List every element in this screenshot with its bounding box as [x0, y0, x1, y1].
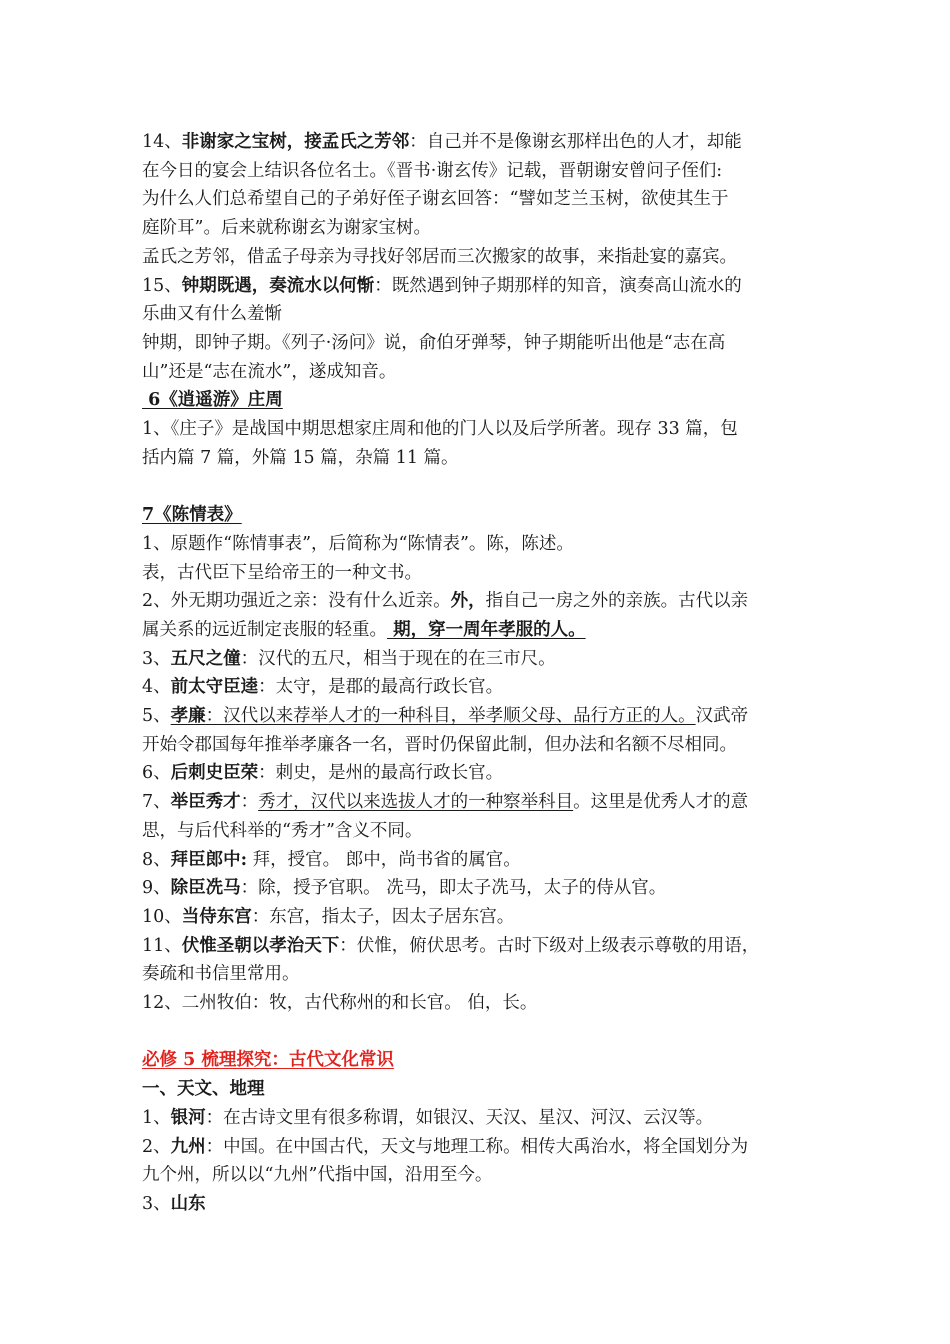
item-number: 2、	[142, 1136, 171, 1157]
item-text: 汉武帝	[695, 706, 749, 727]
section-heading-culture	[142, 1046, 810, 1075]
chenqing-item-11-line-1	[142, 932, 810, 961]
item-text: ：自己并不是像谢玄那样出色的人才，却能	[409, 132, 742, 152]
item-term: 山东	[170, 1193, 206, 1214]
item-number: 10、	[142, 906, 182, 927]
item-number: 7、	[142, 792, 171, 813]
culture-item-3	[142, 1190, 810, 1219]
item-text: ：伏惟，俯伏思考。古时下级对上级表示尊敬的用语，	[339, 935, 760, 956]
item-14-line-1	[142, 128, 810, 157]
item-14-line-2: 在今日的宴会上结识各位名士。《晋书·谢玄传》记载，晋朝谢安曾问子侄们:	[142, 160, 723, 181]
chenqing-item-9	[142, 874, 810, 903]
item-term: 钟期既遇，奏流水以何惭	[181, 275, 375, 296]
item-number: 8、	[142, 849, 171, 870]
item-term: 举臣秀才	[170, 792, 241, 813]
item-15-line-2: 乐曲又有什么羞惭	[142, 304, 282, 325]
item-15-line-1	[142, 272, 810, 301]
item-text: ：太守，是郡的最高行政长官。	[258, 677, 504, 698]
item-term: 拜臣郎中:	[170, 849, 248, 870]
item-text: 指自己一房之外的亲族。古代以亲	[485, 591, 749, 612]
document-page	[142, 128, 810, 1219]
item-number: 3、	[142, 648, 171, 669]
item-emphasis: 秀才，汉代以来选拔人才的一种察举科目	[258, 792, 574, 813]
zhuangzi-line-1: 1、《庄子》是战国中期思想家庄周和他的门人以及后学所著。现存 33 篇，包	[142, 419, 738, 440]
item-emphasis: ：汉代以来荐举人才的一种科目，举孝顺父母、品行方正的人。	[205, 706, 696, 727]
item-text: 2、外无期功强近之亲：没有什么近亲。	[142, 591, 451, 612]
chenqing-item-5-line-2: 开始令郡国每年推举孝廉各一名，晋时仍保留此制，但办法和名额不尽相同。	[142, 734, 737, 755]
item-text: 属关系的远近制定丧服的轻重。	[142, 619, 387, 640]
item-15-line-4: 山”还是“志在流水”，遂成知音。	[142, 361, 397, 382]
chenqing-item-1-line-1: 1、原题作“陈情事表”，后简称为“陈情表”。陈，陈述。	[142, 533, 574, 554]
item-14-line-4: 庭阶耳”。后来就称谢玄为谢家宝树。	[142, 218, 431, 239]
item-text: ：东宫，指太子，因太子居东宫。	[251, 906, 515, 927]
chenqing-item-3	[142, 645, 810, 674]
item-text: ：	[240, 792, 259, 813]
zhuangzi-line-2: 括内篇 7 篇，外篇 15 篇，杂篇 11 篇。	[142, 447, 459, 468]
item-text: ：在古诗文里有很多称谓，如银汉、天汉、星汉、河汉、云汉等。	[205, 1107, 714, 1128]
item-number: 1、	[142, 1107, 171, 1128]
item-term: 孝廉	[170, 706, 206, 727]
item-term: 除臣冼马	[170, 878, 241, 899]
item-text: ：汉代的五尺，相当于现在的在三市尺。	[240, 648, 556, 669]
item-number: 9、	[142, 878, 171, 899]
section-heading-text: 6《逍遥游》庄周	[142, 390, 283, 411]
section-heading-text: 7《陈情表》	[142, 505, 242, 526]
item-term: 后刺史臣荣	[170, 763, 259, 784]
chenqing-item-2-line-1	[142, 587, 810, 616]
item-number: 4、	[142, 677, 171, 698]
chenqing-item-7-line-1	[142, 788, 810, 817]
chenqing-item-8	[142, 846, 810, 875]
item-term: 当侍东宫	[181, 906, 252, 927]
chenqing-item-5-line-1	[142, 702, 810, 731]
subheading-astronomy-geography: 一、天文、地理	[142, 1079, 265, 1100]
blank-line	[142, 472, 810, 501]
item-15-line-3: 钟期，即钟子期。《列子·汤问》说，俞伯牙弹琴，钟子期能听出他是“志在高	[142, 332, 726, 353]
section-heading-chenqingbiao	[142, 501, 810, 530]
item-text: ：中国。在中国古代，天文与地理工称。相传大禹治水，将全国划分为	[205, 1136, 749, 1157]
item-text: 拜，授官。 郎中，尚书省的属官。	[247, 849, 521, 870]
item-term: 非谢家之宝树，接孟氏之芳邻	[181, 132, 410, 152]
chenqing-item-1-line-2: 表，古代臣下呈给帝王的一种文书。	[142, 562, 422, 583]
item-number: 3、	[142, 1193, 171, 1214]
item-number: 14、	[142, 132, 182, 152]
item-term: 前太守臣逵	[170, 677, 259, 698]
item-term: 伏惟圣朝以孝治天下	[181, 935, 340, 956]
item-term: 五尺之僮	[170, 648, 241, 669]
chenqing-item-6	[142, 759, 810, 788]
chenqing-item-2-line-2	[142, 616, 810, 645]
item-number: 6、	[142, 763, 171, 784]
item-text: 。这里是优秀人才的意	[573, 792, 749, 813]
item-text: ：刺史，是州的最高行政长官。	[258, 763, 504, 784]
culture-item-2-line-1	[142, 1133, 810, 1162]
section-heading-xiaoyaoyou	[142, 386, 810, 415]
chenqing-item-4	[142, 673, 810, 702]
item-term: 外，	[450, 591, 486, 612]
item-number: 5、	[142, 706, 171, 727]
chenqing-item-11-line-2: 奏疏和书信里常用。	[142, 964, 300, 985]
item-14-line-3: 为什么人们总希望自己的子弟好侄子谢玄回答：“譬如芝兰玉树，欲使其生于	[142, 189, 729, 210]
blank-line	[142, 1018, 810, 1047]
culture-item-1	[142, 1104, 810, 1133]
item-number: 11、	[142, 935, 182, 956]
item-term: 九州	[170, 1136, 206, 1157]
item-number: 15、	[142, 275, 182, 296]
section-heading-text: 必修 5 梳理探究：古代文化常识	[142, 1050, 394, 1071]
item-term: 银河	[170, 1107, 206, 1128]
item-emphasis: 期，穿一周年孝服的人。	[387, 619, 586, 640]
chenqing-item-7-line-2: 思，与后代科举的“秀才”含义不同。	[142, 820, 423, 841]
item-text: ：除，授予官职。 冼马，即太子冼马，太子的侍从官。	[240, 878, 667, 899]
chenqing-item-10	[142, 903, 810, 932]
item-text: ：既然遇到钟子期那样的知音，演奏高山流水的	[374, 275, 742, 296]
chenqing-item-12: 12、二州牧伯：牧，古代称州的和长官。 伯，长。	[142, 993, 538, 1014]
item-14-line-5: 孟氏之芳邻，借孟子母亲为寻找好邻居而三次搬家的故事，来指赴宴的嘉宾。	[142, 246, 737, 267]
culture-item-2-line-2: 九个州，所以以“九州”代指中国，沿用至今。	[142, 1165, 493, 1186]
